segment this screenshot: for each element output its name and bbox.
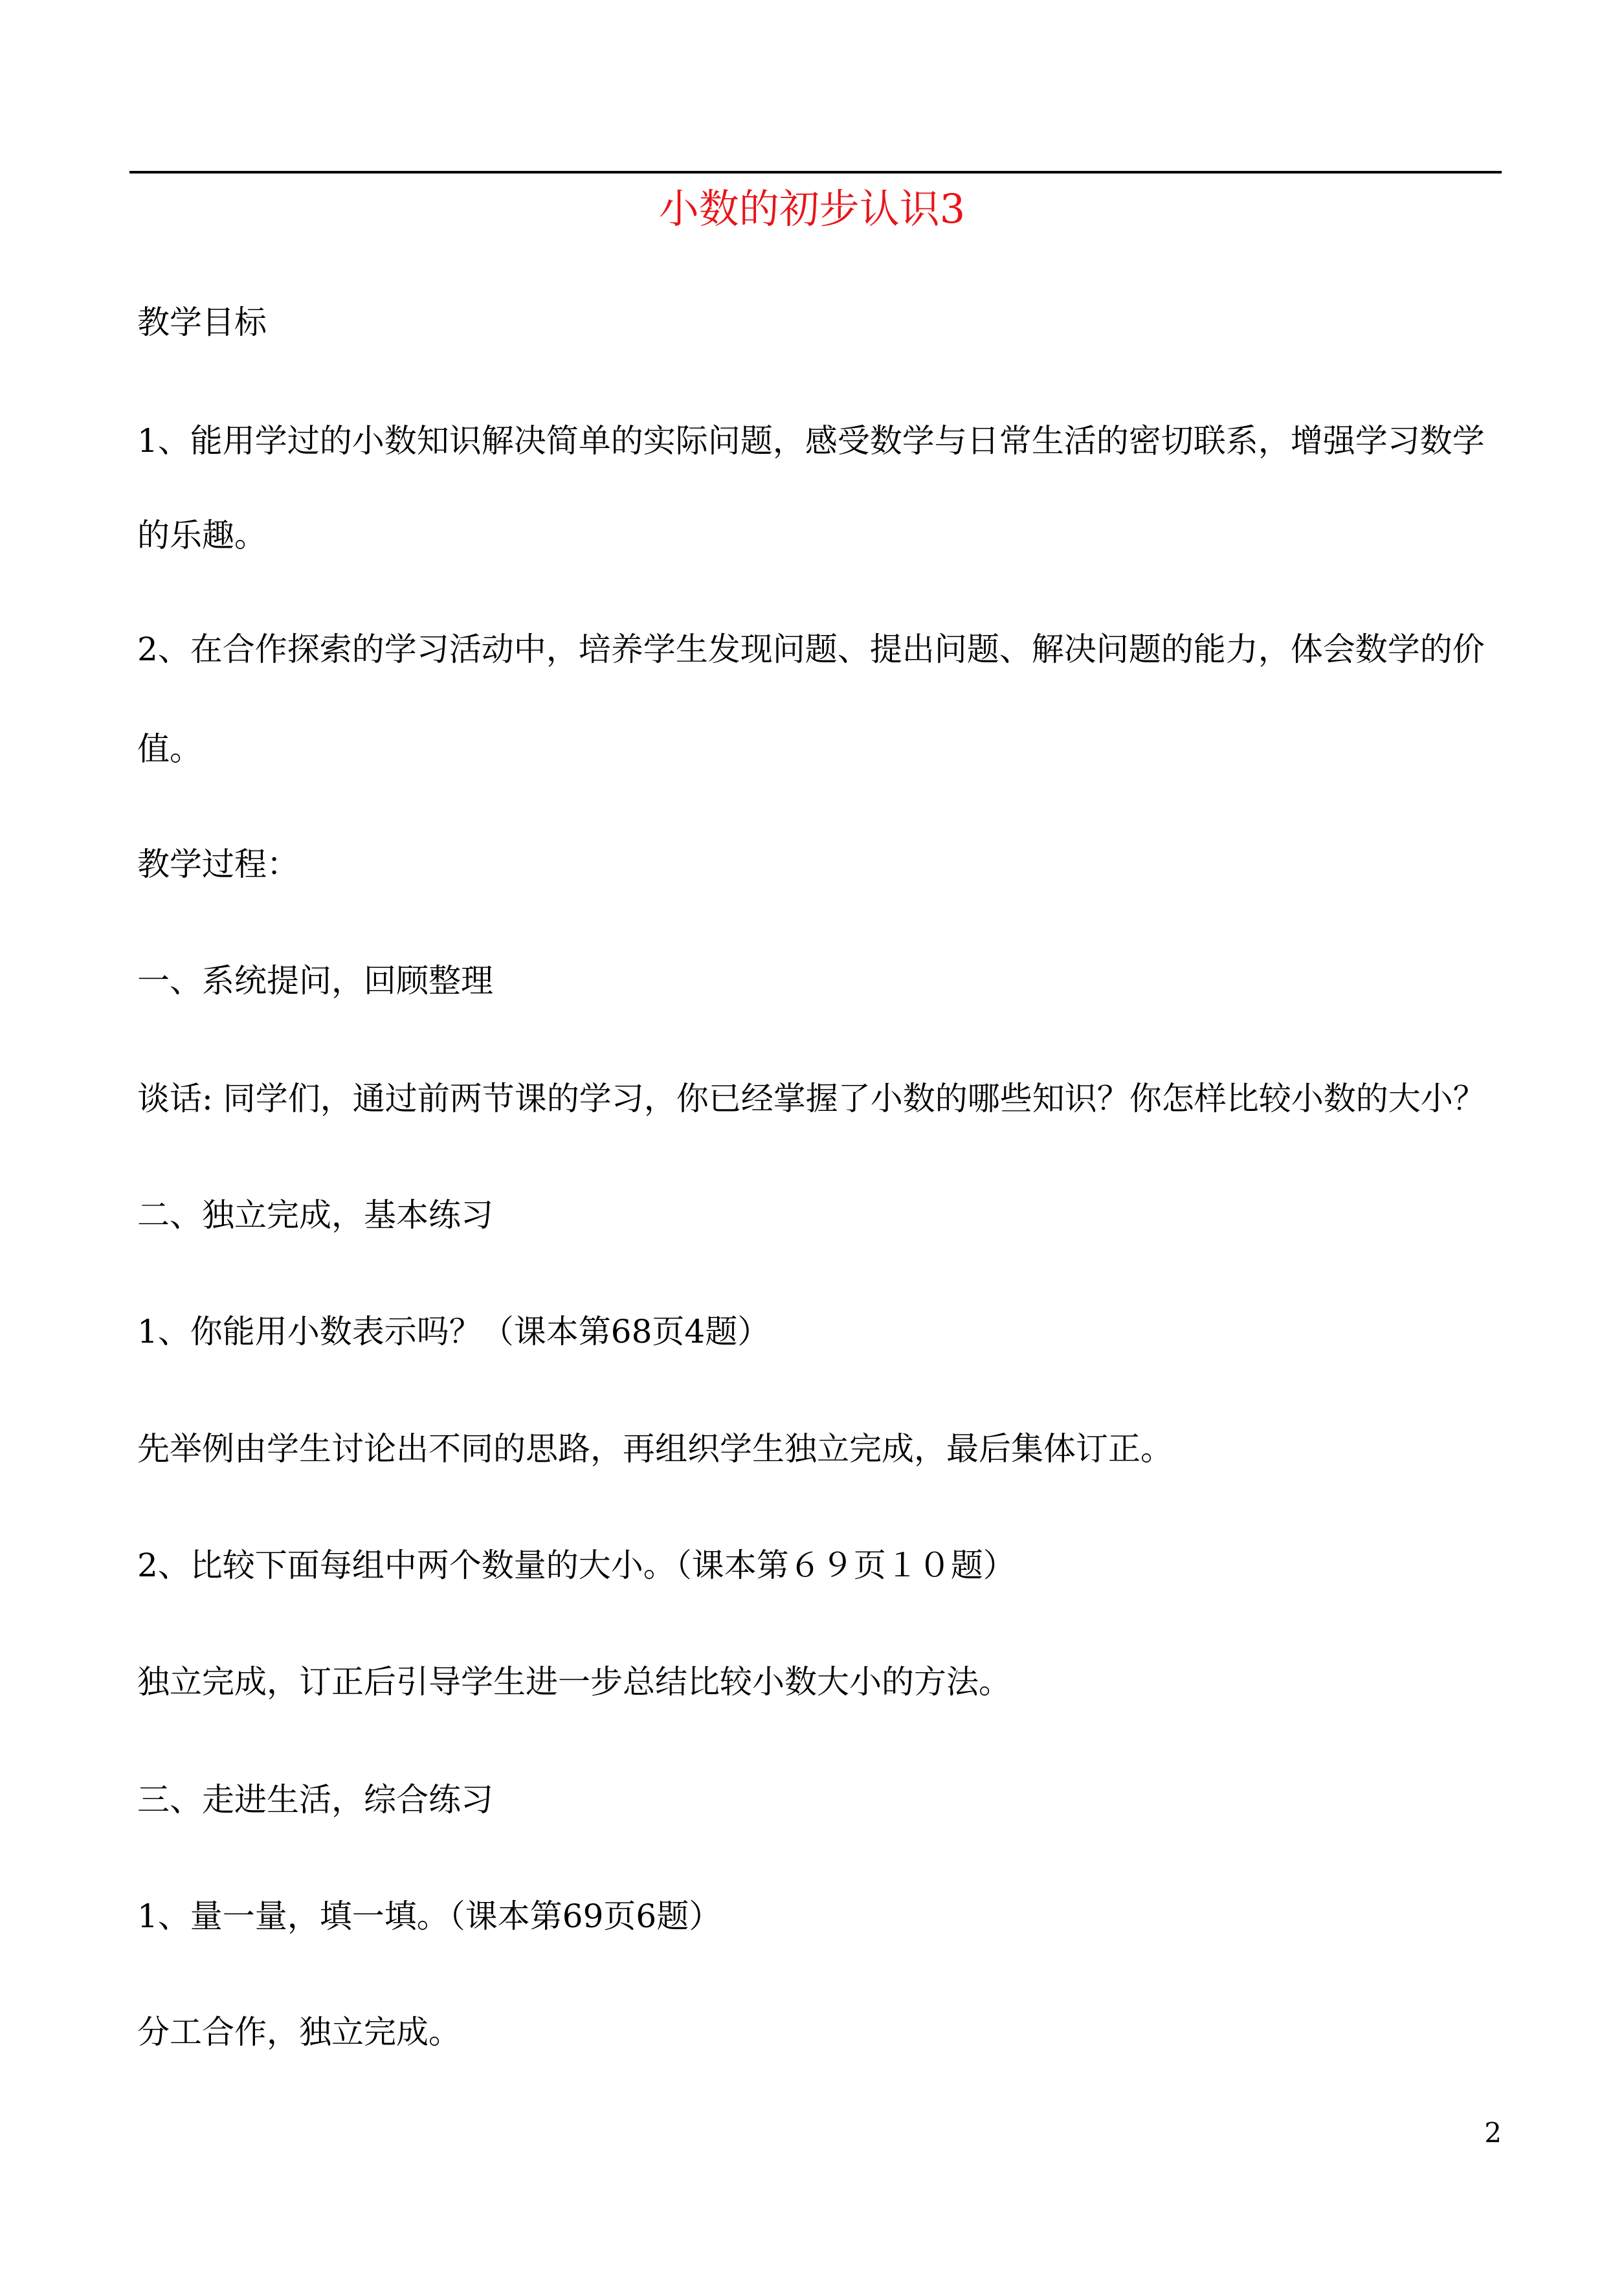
practice-1: 1、量一量，填一填。（课本第69页6题） [137,1897,722,1935]
section-heading-process: 教学过程： [137,845,299,883]
exercise-2: 2、比较下面每组中两个数量的大小。（课本第６９页１０题） [137,1547,1016,1584]
objective-2-line-1: 2、在合作探索的学习活动中，培养学生发现问题、提出问题、解决问题的能力，体会数学的价 [137,631,1485,668]
objective-1-line-1: 1、能用学过的小数知识解决简单的实际问题，感受数学与日常生活的密切联系，增强学习数学 [137,422,1485,460]
exercise-1-note: 先举例由学生讨论出不同的思路，再组织学生独立完成，最后集体订正。 [137,1430,1173,1468]
step-2-heading: 二、独立完成，基本练习 [137,1196,493,1234]
exercise-2-note: 独立完成，订正后引导学生进一步总结比较小数大小的方法。 [137,1663,1011,1701]
page-number: 2 [1484,2117,1502,2149]
step-3-heading: 三、走进生活，综合练习 [137,1781,493,1818]
objective-2-line-2: 值。 [137,730,202,768]
step-1-dialogue: 谈话: 同学们，通过前两节课的学习，你已经掌握了小数的哪些知识？你怎样比较小数的大小？ [137,1080,1485,1117]
step-1-heading: 一、系统提问，回顾整理 [137,962,493,1000]
objective-1-line-2: 的乐趣。 [137,517,267,554]
document-title: 小数的初步认识3 [658,185,966,232]
section-heading-objectives: 教学目标 [137,304,267,341]
exercise-1: 1、你能用小数表示吗？（课本第68页4题） [137,1313,770,1350]
header-rule [129,171,1502,173]
practice-1-note: 分工合作，独立完成。 [137,2013,461,2051]
